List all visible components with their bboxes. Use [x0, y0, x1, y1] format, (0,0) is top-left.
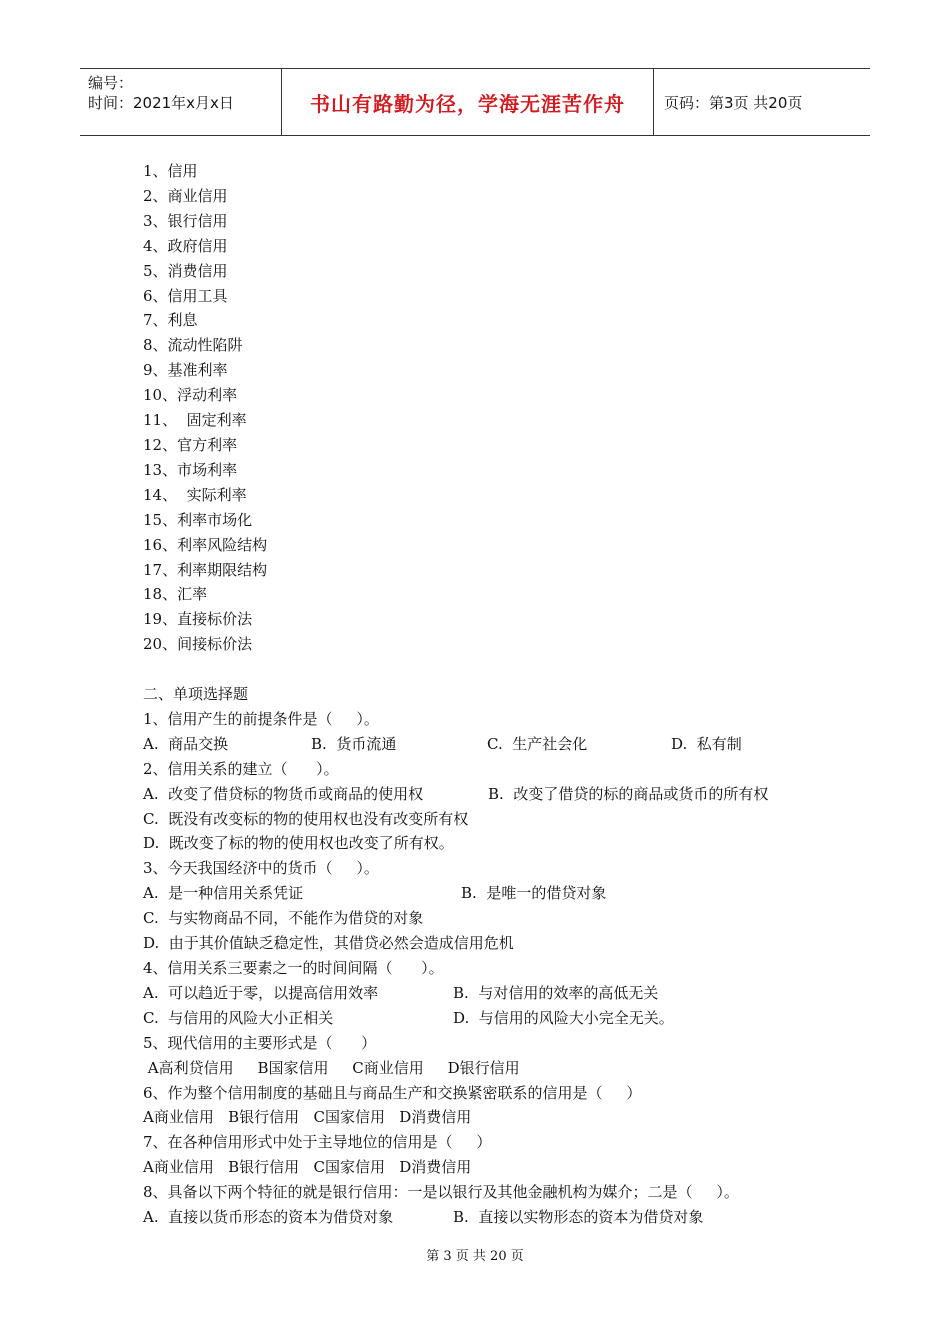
question-options	[143, 782, 843, 807]
question-stem: 3、今天我国经济中的货币（ ）。	[143, 859, 379, 878]
term-item: 10、浮动利率	[143, 386, 238, 405]
question-6	[143, 1081, 843, 1131]
question-stem: 4、信用关系三要素之一的时间间隔（ ）。	[143, 958, 444, 977]
question-options	[143, 1006, 843, 1031]
term-item: 11、 固定利率	[143, 411, 247, 430]
term-item: 1、信用	[143, 162, 198, 180]
option-a: A. 可以趋近于零，以提高信用效率	[143, 983, 379, 1002]
term-item: 14、 实际利率	[143, 485, 247, 504]
question-4	[143, 956, 843, 1031]
term-item: 7、利息	[143, 311, 198, 330]
header-motto: 书山有路勤为径，学海无涯苦作舟	[282, 69, 654, 135]
question-stem: 6、作为整个信用制度的基础且与商品生产和交换紧密联系的信用是（ ）	[143, 1083, 642, 1102]
option-a: A. 改变了借贷标的物货币或商品的使用权	[143, 784, 424, 803]
option-d: D. 既改变了标的物的使用权也改变了所有权。	[143, 834, 454, 853]
term-item: 20、间接标价法	[143, 635, 253, 654]
term-item: 19、直接标价法	[143, 610, 253, 629]
option-c: C. 与信用的风险大小正相关	[143, 1008, 334, 1027]
question-5	[143, 1031, 843, 1081]
option-b: B. 与对信用的效率的高低无关	[453, 983, 659, 1002]
question-3	[143, 856, 843, 956]
option-a: A. 商品交换	[143, 734, 229, 753]
document-body	[143, 159, 843, 1230]
question-options	[143, 881, 843, 906]
question-1	[143, 707, 843, 757]
question-options: A商业信用 B银行信用 C国家信用 D消费信用	[143, 1108, 472, 1127]
question-8	[143, 1180, 843, 1230]
option-d: D. 私有制	[671, 734, 742, 753]
page-header	[80, 68, 870, 136]
question-stem: 8、具备以下两个特征的就是银行信用：一是以银行及其他金融机构为媒介；二是（ ）。	[143, 1183, 739, 1202]
question-stem: 7、在各种信用形式中处于主导地位的信用是（ ）	[143, 1133, 492, 1152]
document-number-label: 编号：	[88, 74, 134, 92]
term-item: 3、银行信用	[143, 211, 228, 230]
header-meta	[80, 69, 282, 135]
document-time-label: 时间：2021年x月x日	[88, 94, 234, 112]
option-c: C. 生产社会化	[487, 734, 588, 753]
term-item: 9、基准利率	[143, 361, 228, 380]
option-a: A. 直接以货币形态的资本为借贷对象	[143, 1208, 394, 1227]
option-c: C. 既没有改变标的物的使用权也没有改变所有权	[143, 809, 469, 828]
page-footer: 第 3 页 共 20 页	[426, 1249, 524, 1264]
option-b: B. 直接以实物形态的资本为借贷对象	[453, 1208, 704, 1227]
question-stem: 2、信用关系的建立（ ）。	[143, 759, 339, 778]
term-item: 12、官方利率	[143, 435, 238, 454]
option-b: B. 是唯一的借贷对象	[461, 884, 607, 903]
term-item: 5、消费信用	[143, 261, 228, 280]
option-b: B. 改变了借贷的标的商品或货币的所有权	[488, 784, 769, 803]
header-page-info: 页码：第3页 共20页	[664, 93, 803, 112]
question-options: A商业信用 B银行信用 C国家信用 D消费信用	[143, 1158, 472, 1177]
question-options	[143, 1205, 843, 1230]
option-c: C. 与实物商品不同，不能作为借贷的对象	[143, 909, 424, 928]
term-item: 16、利率风险结构	[143, 535, 268, 554]
option-d: D. 与信用的风险大小完全无关。	[453, 1008, 674, 1027]
option-b: B. 货币流通	[311, 734, 397, 753]
term-item: 18、汇率	[143, 585, 208, 604]
question-options	[143, 732, 843, 757]
question-options	[143, 981, 843, 1006]
question-stem: 1、信用产生的前提条件是（ ）。	[143, 709, 379, 728]
section-title: 二、单项选择题	[143, 685, 249, 704]
term-item: 4、政府信用	[143, 236, 228, 255]
term-item: 8、流动性陷阱	[143, 336, 243, 355]
term-item: 17、利率期限结构	[143, 560, 268, 579]
option-a: A. 是一种信用关系凭证	[143, 884, 304, 903]
question-stem: 5、现代信用的主要形式是（ ）	[143, 1033, 377, 1052]
term-item: 15、利率市场化	[143, 510, 253, 529]
term-item: 2、商业信用	[143, 186, 228, 205]
term-item: 6、信用工具	[143, 286, 228, 305]
question-options: A高利贷信用 B国家信用 C商业信用 D银行信用	[143, 1058, 520, 1077]
term-list	[143, 159, 843, 657]
question-7	[143, 1130, 843, 1180]
term-item: 13、市场利率	[143, 460, 238, 479]
question-2	[143, 757, 843, 857]
option-d: D. 由于其价值缺乏稳定性，其借贷必然会造成信用危机	[143, 934, 514, 953]
